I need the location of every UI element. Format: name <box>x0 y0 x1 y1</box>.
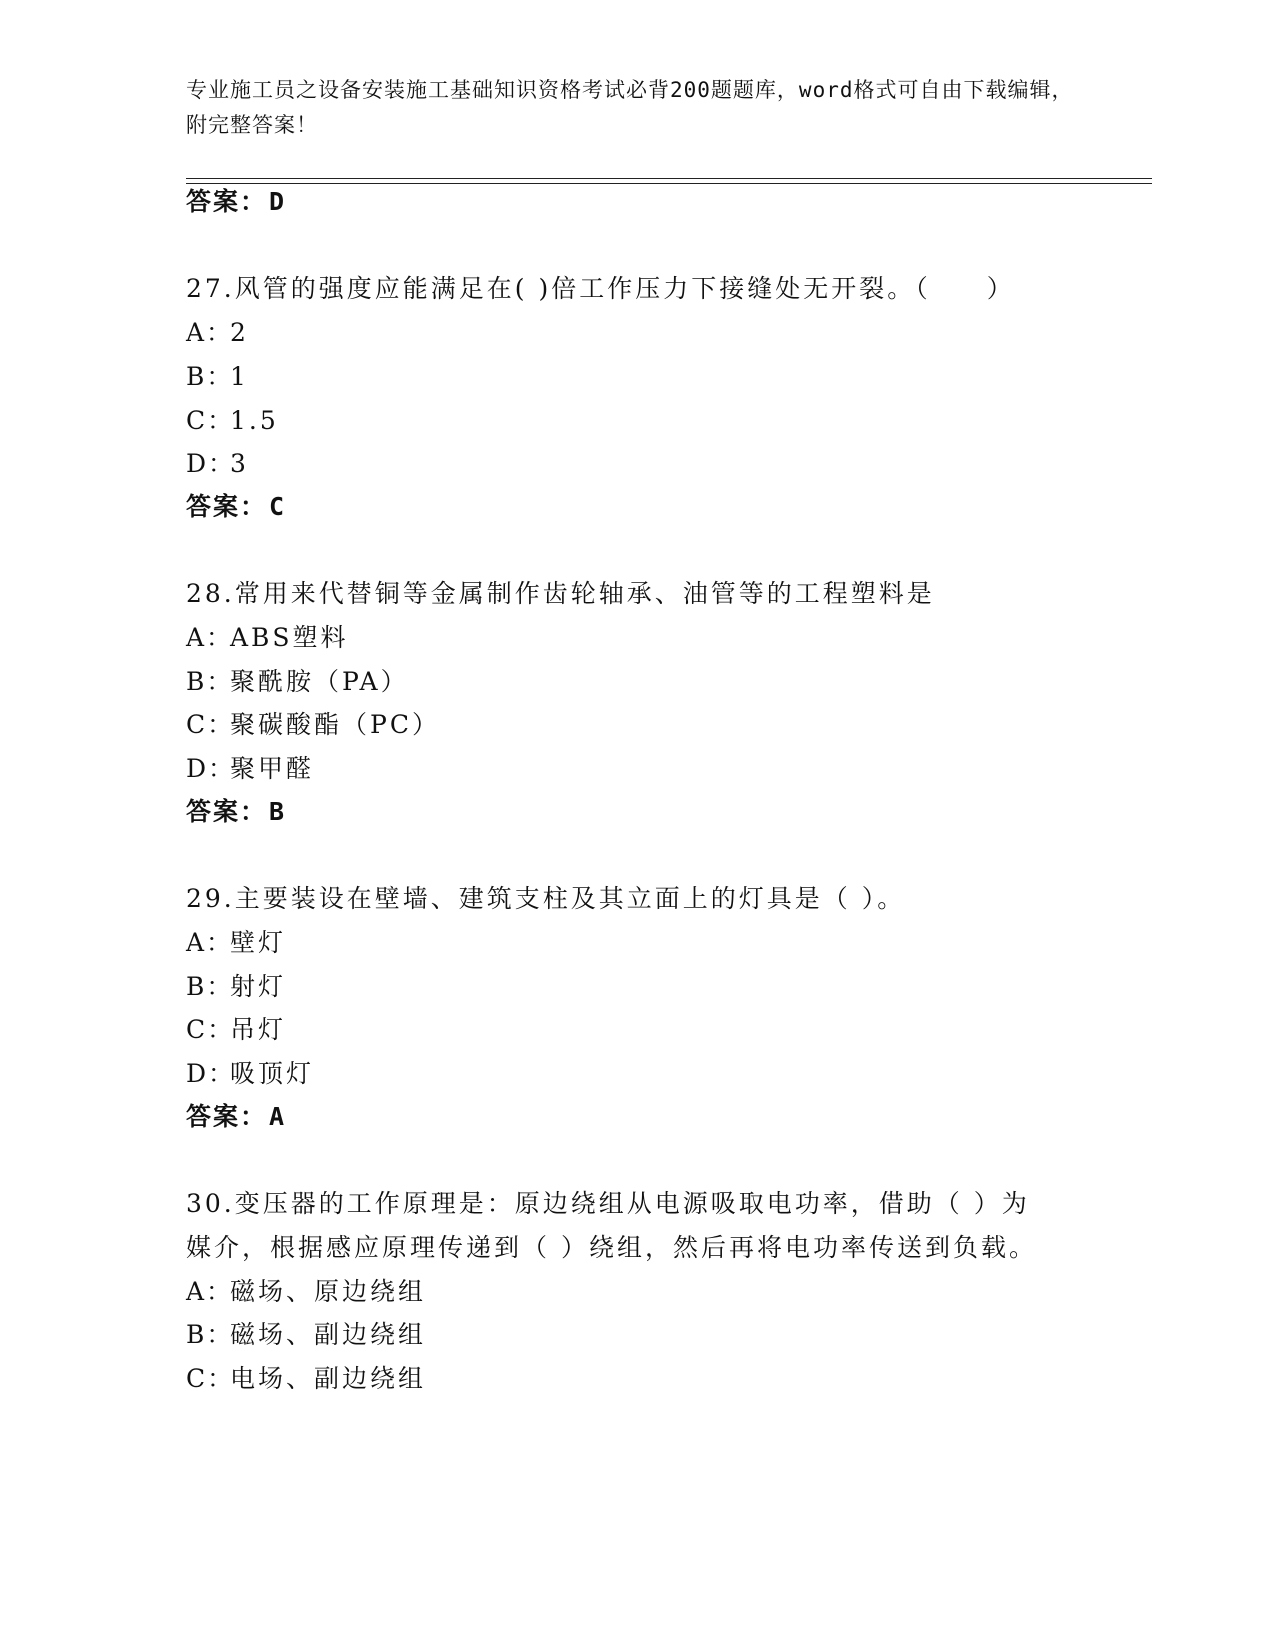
option-text: 电场、副边绕组 <box>230 1364 427 1393</box>
option-text: 磁场、原边绕组 <box>230 1277 427 1306</box>
answer-label: 答案： <box>186 1102 268 1131</box>
answer-value: C <box>269 492 287 521</box>
option-key: A： <box>186 318 234 347</box>
option-key: A： <box>186 928 234 957</box>
option-key: B： <box>186 972 234 1001</box>
question-30-text-line-2: 媒介，根据感应原理传递到（ ）绕组，然后再将电功率传送到负载。 <box>186 1233 1037 1262</box>
document-header: 专业施工员之设备安装施工基础知识资格考试必背200题题库，word格式可自由下载编辑，附完整答案！ <box>186 78 1074 137</box>
answer-label: 答案： <box>186 797 268 826</box>
question-29-text: 29.主要装设在壁墙、建筑支柱及其立面上的灯具是（ ）。 <box>186 884 906 913</box>
option-key: A： <box>186 623 234 652</box>
header-divider-top <box>186 178 1152 179</box>
option-text: 1 <box>230 362 249 391</box>
question-28-option-c <box>186 708 440 742</box>
option-text: ABS塑料 <box>230 623 349 652</box>
question-27-option-d <box>186 447 249 481</box>
option-text: 射灯 <box>230 972 287 1001</box>
option-text: 2 <box>230 318 249 347</box>
question-30-option-b <box>186 1318 426 1352</box>
option-key: D： <box>186 449 236 478</box>
answer-value: B <box>269 797 287 826</box>
question-27-answer <box>186 490 286 524</box>
question-30-option-a <box>186 1275 426 1309</box>
option-key: D： <box>186 1059 236 1088</box>
answer-label: 答案： <box>186 492 268 521</box>
option-text: 1.5 <box>230 406 279 435</box>
option-key: C： <box>186 406 235 435</box>
option-text: 聚碳酸酯（PC） <box>230 710 440 739</box>
answer-value: D <box>269 187 287 216</box>
question-28-option-d <box>186 752 314 786</box>
option-text: 壁灯 <box>230 928 287 957</box>
option-text: 吊灯 <box>230 1015 287 1044</box>
question-29-option-b <box>186 970 286 1004</box>
option-key: C： <box>186 710 235 739</box>
option-key: D： <box>186 754 236 783</box>
question-28-option-b <box>186 665 409 699</box>
option-text: 吸顶灯 <box>230 1059 315 1088</box>
question-27-option-a <box>186 316 249 350</box>
question-29-option-a <box>186 926 286 960</box>
option-text: 磁场、副边绕组 <box>230 1320 427 1349</box>
question-29-answer <box>186 1100 286 1134</box>
option-key: B： <box>186 1320 234 1349</box>
option-key: A： <box>186 1277 234 1306</box>
header-divider-bottom <box>186 183 1152 184</box>
question-28-answer <box>186 795 286 829</box>
option-key: B： <box>186 362 234 391</box>
option-key: C： <box>186 1015 235 1044</box>
question-29-option-c <box>186 1013 286 1047</box>
question-28-option-a <box>186 621 349 655</box>
answer-value: A <box>269 1102 287 1131</box>
option-key: B： <box>186 667 234 696</box>
question-27-option-c <box>186 404 279 438</box>
question-27-text: 27.风管的强度应能满足在( )倍工作压力下接缝处无开裂。（ ） <box>186 274 1015 303</box>
option-key: C： <box>186 1364 235 1393</box>
option-text: 3 <box>230 449 249 478</box>
question-30-option-c <box>186 1362 426 1396</box>
answer-line <box>186 185 286 219</box>
answer-label: 答案： <box>186 187 268 216</box>
question-30-text-line-1: 30.变压器的工作原理是：原边绕组从电源吸取电功率，借助（ ）为 <box>186 1189 1030 1218</box>
question-27-option-b <box>186 360 249 394</box>
question-28-text: 28.常用来代替铜等金属制作齿轮轴承、油管等的工程塑料是 <box>186 579 935 608</box>
option-text: 聚甲醛 <box>230 754 315 783</box>
option-text: 聚酰胺（PA） <box>230 667 409 696</box>
question-29-option-d <box>186 1057 314 1091</box>
